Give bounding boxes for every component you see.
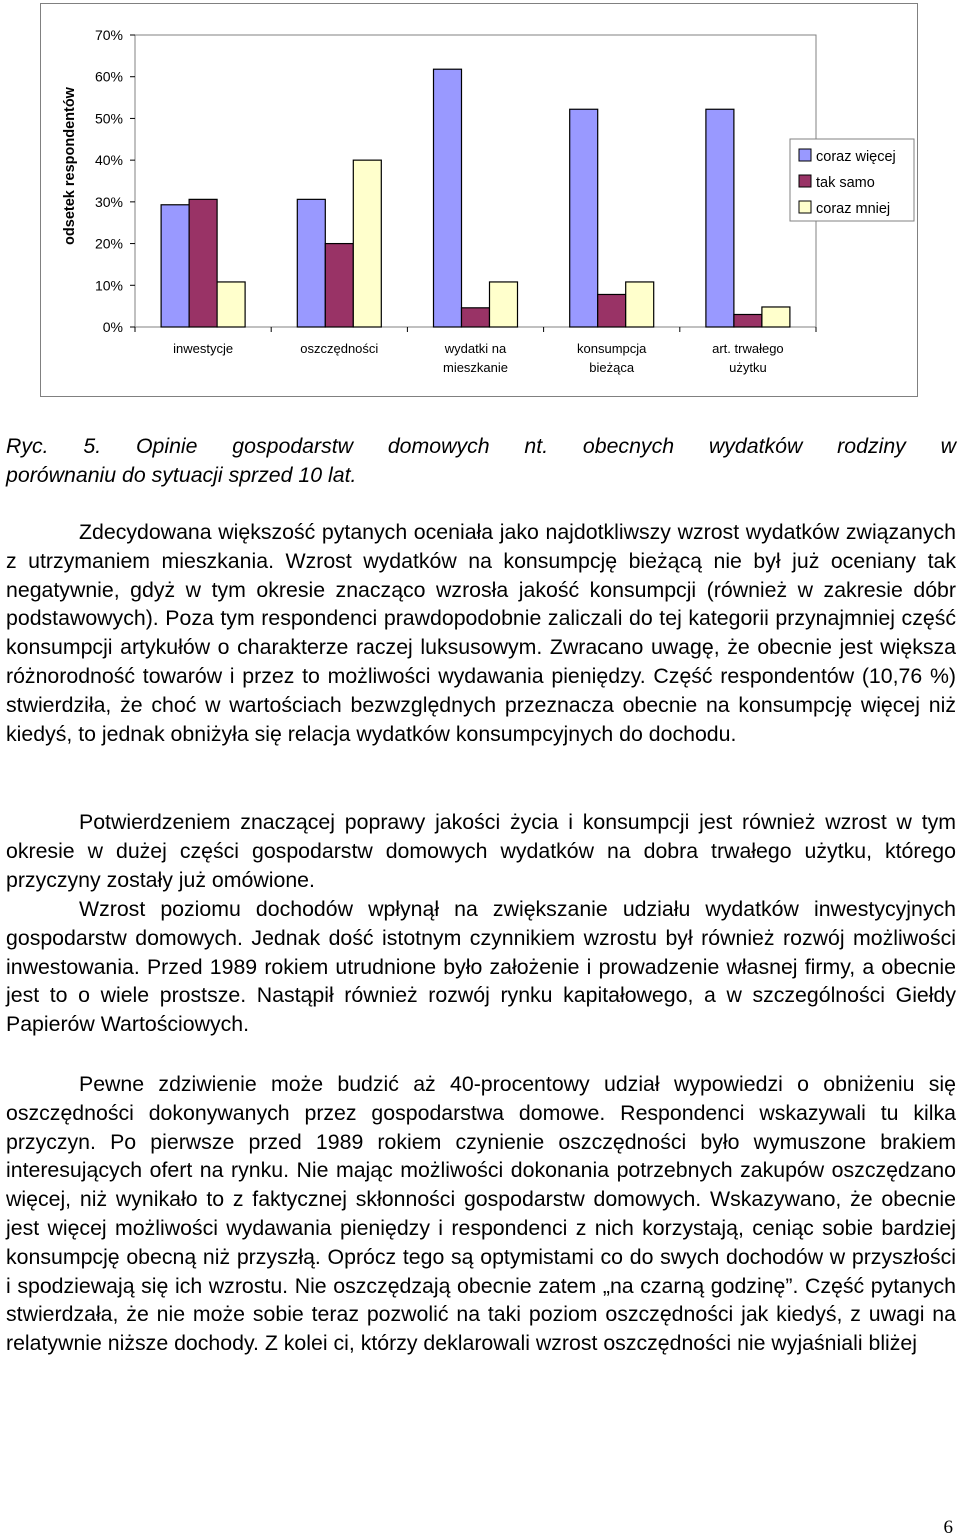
x-category-label: art. trwałego bbox=[712, 341, 784, 356]
bar-3 bbox=[217, 282, 245, 327]
y-tick-label: 50% bbox=[94, 110, 123, 127]
x-category-label: wydatki na bbox=[444, 341, 507, 356]
bar-2 bbox=[325, 244, 353, 327]
caption-line-1: Ryc. 5. Opinie gospodarstw domowych nt. obecnych wydatków rodziny w bbox=[6, 434, 956, 458]
paragraph-4: Pewne zdziwienie może budzić aż 40-procentowy udział wypowiedzi o obniżeniu się oszczędności dokonywanych przez gospodarstwa domowe. Respondenci wskazywali tu kilka przyczyn. Po pierwsze przed 1989 rokiem czynienie oszczędności było wymuszone brakiem interesujących ofert na rynku. Nie mając możliwości dokonania potrzebnych zakupów oszczędzano więcej, niż wynikało to z faktycznej skłonności gospodarstw domowych. Wskazywano, że obecnie jest więcej możliwości wydawania pieniędzy i respondenci z nich korzystają, ceniąc sobie bardziej konsumpcję obecną niż przyszłą. Oprócz tego są optymistami co do swych dochodów w przyszłości i spodziewają się ich wzrostu. Nie oszczędzają obecnie zatem „na czarną godzinę”. Część pytanych stwierdzała, że nie może sobie teraz pozwolić na taki poziom oszczędności jak kiedyś, z uwagi na relatywnie niższe dochody. Z kolei ci, którzy deklarowali wzrost oszczędności nie wyjaśniali bliżej bbox=[6, 1072, 956, 1356]
paragraph-2: Potwierdzeniem znaczącej poprawy jakości życia i konsumpcji jest również wzrost w tym okresie w dużej części gospodarstw domowych wydatków na dobra trwałego użytku, którego przyczyny zostały już omówione. bbox=[6, 810, 956, 892]
page-number: 6 bbox=[943, 1517, 953, 1538]
x-category-label: konsumpcja bbox=[577, 341, 647, 356]
figure-caption bbox=[6, 432, 956, 490]
chart-svg bbox=[41, 4, 919, 398]
paragraph-3: Wzrost poziomu dochodów wpłynął na zwiększanie udziału wydatków inwestycyjnych gospodarstw domowych. Jednak dość istotnym czynnikiem wzrostu był również rozwój możliwości inwestowania. Przed 1989 rokiem utrudnione było założenie i prowadzenie własnej firmy, a obecnie jest to o wiele prostsze. Nastąpił również rozwój rynku kapitałowego, a w szczególności Giełdy Papierów Wartościowych. bbox=[6, 897, 956, 1037]
legend-label: tak samo bbox=[816, 175, 875, 191]
y-tick-label: 10% bbox=[94, 277, 123, 294]
y-tick-label: 30% bbox=[94, 193, 123, 210]
legend-label: coraz mniej bbox=[816, 201, 891, 217]
y-tick-label: 70% bbox=[94, 27, 123, 43]
bar-3 bbox=[626, 282, 654, 327]
bar-2 bbox=[462, 308, 490, 327]
caption-line-2: porównaniu do sytuacji sprzed 10 lat. bbox=[6, 462, 357, 487]
legend-swatch bbox=[799, 201, 811, 213]
legend-swatch bbox=[799, 149, 811, 161]
x-category-label: użytku bbox=[729, 360, 767, 375]
y-tick-label: 20% bbox=[94, 235, 123, 252]
bar-2 bbox=[598, 294, 626, 327]
bar-chart bbox=[40, 3, 918, 397]
bar-2 bbox=[189, 199, 217, 327]
y-tick-label: 40% bbox=[94, 152, 123, 169]
y-axis-label: odsetek respondentów bbox=[62, 87, 78, 245]
bar-1 bbox=[706, 109, 734, 327]
bar-3 bbox=[762, 307, 790, 327]
x-category-label: mieszkanie bbox=[442, 360, 509, 375]
bar-1 bbox=[297, 199, 325, 327]
bar-1 bbox=[570, 109, 598, 327]
bar-1 bbox=[161, 205, 189, 327]
legend-swatch bbox=[799, 175, 811, 187]
bar-3 bbox=[353, 160, 381, 327]
y-tick-label: 0% bbox=[102, 319, 123, 335]
paragraph-1: Zdecydowana większość pytanych oceniała jako najdotkliwszy wzrost wydatków związanych z utrzymaniem mieszkania. Wzrost wydatków na konsumpcję bieżącą nie był już oceniany tak negatywnie, gdyż w tym okresie znacząco wzrosła jakość konsumpcji (również w zakresie dóbr podstawowych). Poza tym respondenci prawdopodobnie zaliczali do tej kategorii przynajmniej część konsumpcji artykułów o charakterze raczej luksusowym. Zwracano uwagę, że obecnie jest większa różnorodność towarów i przez to możliwości wydawania pieniędzy. Część respondentów (10,76 %) stwierdziła, że choć w wartościach bezwzględnych przeznacza obecnie na konsumpcję więcej niż kiedyś, to jednak obniżyła się relacja wydatków konsumpcyjnych do dochodu. bbox=[6, 520, 956, 746]
x-category-label: bieżąca bbox=[589, 360, 635, 375]
bar-3 bbox=[490, 282, 518, 327]
x-category-label: oszczędności bbox=[300, 341, 379, 356]
legend-label: coraz więcej bbox=[816, 149, 896, 165]
bar-2 bbox=[734, 314, 762, 327]
x-category-label: inwestycje bbox=[173, 341, 234, 356]
y-tick-label: 60% bbox=[94, 68, 123, 85]
bar-1 bbox=[434, 69, 462, 327]
